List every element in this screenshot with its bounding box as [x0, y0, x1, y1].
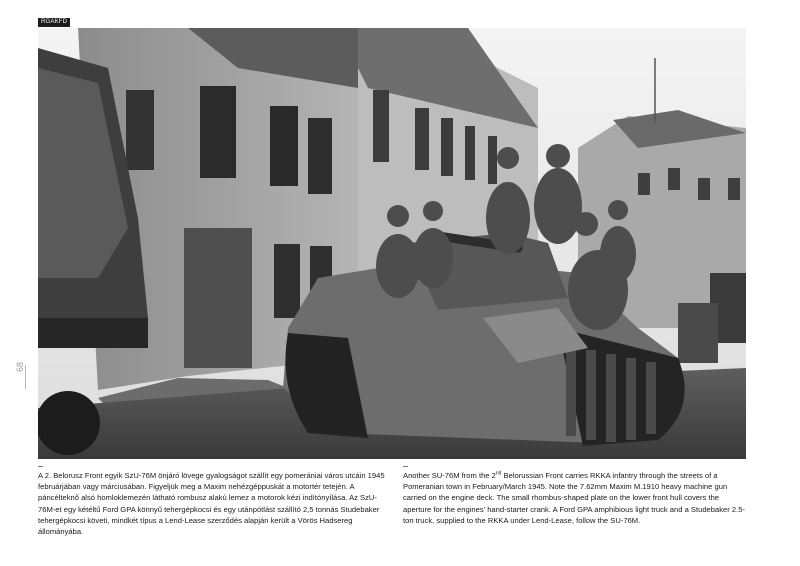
- caption-english-text-start: Another SU-76M from the 2: [403, 471, 496, 480]
- caption-english-text-end: Belorussian Front carries RKKA infantry through the streets of a Pomeranian town in February/March 1945. Note the 7.62mm Maxim M.1910 heavy machine gun carried on the engine deck. The small rhombus-shaped plate on the lower front hull covers the aperture for the engines' hand-starter crank. A Ford GPA amphibious light truck and a Studebaker 2.5-ton truck, supplied to the RKKA under Lend-Lease, follow the SU-76M.: [403, 471, 745, 525]
- photo-credit: RGAKFD: [38, 18, 70, 27]
- caption-marker: [403, 466, 408, 467]
- page-number-rule: [25, 365, 26, 389]
- caption-hungarian-text: A 2. Belorusz Front egyik SzU-76M önjáró lövege gyalogságot szállít egy pomerániai város utcáin 1945 februárjában vagy márciusában. Figyeljük meg a Maxim nehézgéppuskát a motortér tetején. A páncélteknő alsó homloklemezén látható rombusz alakú lemez a motorok kézi indítónyílása. Az SzU-76M-et egy kétéltű Ford GPA könnyű tehergépkocsi és egy utánpótlást szállító 2,5 tonnás Studebaker tehergépkocsi követi, mindkét típus a Lend-Lease szerződés alapján került a Vörös Hadsereg állományába.: [38, 471, 385, 537]
- historical-photograph: [38, 28, 746, 459]
- caption-english-superscript: nd: [495, 470, 502, 477]
- caption-marker: [38, 466, 43, 467]
- caption-english: [403, 466, 746, 526]
- page-number: 68: [15, 361, 25, 372]
- caption-hungarian: [38, 466, 391, 537]
